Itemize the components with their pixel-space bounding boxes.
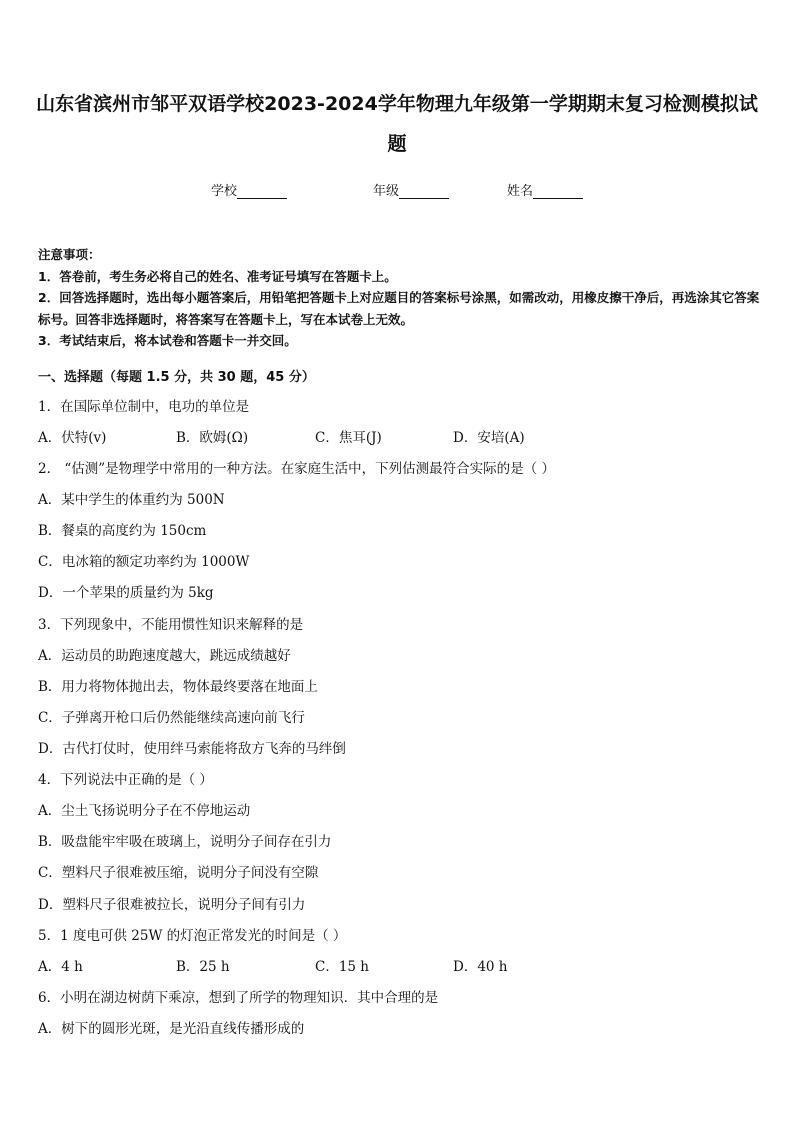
question-option[interactable]: B．25 h [176,959,230,975]
question-stem: 2． “估测”是物理学中常用的一种方法。在家庭生活中，下列估测最符合实际的是（ ） [38,461,555,477]
question-option[interactable]: C．子弹离开枪口后仍然能继续高速向前飞行 [38,710,305,726]
question-option[interactable]: A．4 h [38,959,83,975]
question-option[interactable]: D．一个苹果的质量约为 5kg [38,585,214,601]
notice-item: 3．考试结束后，将本试卷和答题卡一并交回。 [38,333,297,348]
question-option[interactable]: B．用力将物体抛出去，物体最终要落在地面上 [38,679,318,695]
question-option[interactable]: B．欧姆(Ω) [176,430,249,446]
question-option[interactable]: C．电冰箱的额定功率约为 1000W [38,554,250,570]
name-blank[interactable] [533,184,583,199]
school-blank[interactable] [237,184,287,199]
question-option[interactable]: D．40 h [453,959,508,975]
grade-label: 年级 [373,184,400,199]
school-field[interactable] [211,180,287,199]
question-stem: 6．小明在湖边树荫下乘凉，想到了所学的物理知识．其中合理的是 [38,990,439,1006]
grade-blank[interactable] [399,184,449,199]
question-option[interactable]: C．15 h [315,959,369,975]
school-label: 学校 [211,184,238,199]
question-option[interactable]: A．伏特(v) [38,430,107,446]
question-option[interactable]: B．吸盘能牢牢吸在玻璃上，说明分子间存在引力 [38,834,332,850]
question-option[interactable]: D．塑料尺子很难被拉长，说明分子间有引力 [38,897,306,913]
question-option[interactable]: A．运动员的助跑速度越大，跳远成绩越好 [38,648,291,664]
notice-heading: 注意事项： [38,247,101,262]
question-stem: 3．下列现象中，不能用惯性知识来解释的是 [38,617,304,633]
question-option[interactable]: A．树下的圆形光斑，是光沿直线传播形成的 [38,1021,305,1037]
question-option[interactable]: B．餐桌的高度约为 150cm [38,523,207,539]
question-option[interactable]: C．焦耳(J) [315,430,382,446]
page-title: 山东省滨州市邹平双语学校2023-2024学年物理九年级第一学期期末复习检测模拟试题 [36,93,758,155]
student-info-row [0,180,794,200]
question-option[interactable]: C．塑料尺子很难被压缩，说明分子间没有空隙 [38,865,319,881]
question-stem: 4．下列说法中正确的是（ ） [38,772,213,788]
name-field[interactable] [507,180,583,199]
question-option[interactable]: A．尘土飞扬说明分子在不停地运动 [38,803,251,819]
name-label: 姓名 [507,184,534,199]
question-option[interactable]: D．古代打仗时，使用绊马索能将敌方飞奔的马绊倒 [38,741,346,757]
section-heading: 一、选择题（每题 1.5 分，共 30 题，45 分） [38,370,315,385]
notice-item: 1．答卷前，考生务必将自己的姓名、准考证号填写在答题卡上。 [38,268,397,284]
question-option[interactable]: D．安培(A) [453,430,525,446]
question-stem: 1．在国际单位制中，电功的单位是 [38,399,250,415]
question-stem: 5．1 度电可供 25W 的灯泡正常发光的时间是（ ） [38,928,347,944]
notice-item: 2．回答选择题时，选出每小题答案后，用铅笔把答题卡上对应题目的答案标号涂黑，如需改动，用橡皮擦干净后，再选涂其它答案标号。回答非选择题时，将答案写在答题卡上，写在本试卷上无效。 [38,290,760,327]
notice-block [38,244,760,352]
question-option[interactable]: A．某中学生的体重约为 500N [38,492,225,508]
grade-field[interactable] [373,180,449,199]
